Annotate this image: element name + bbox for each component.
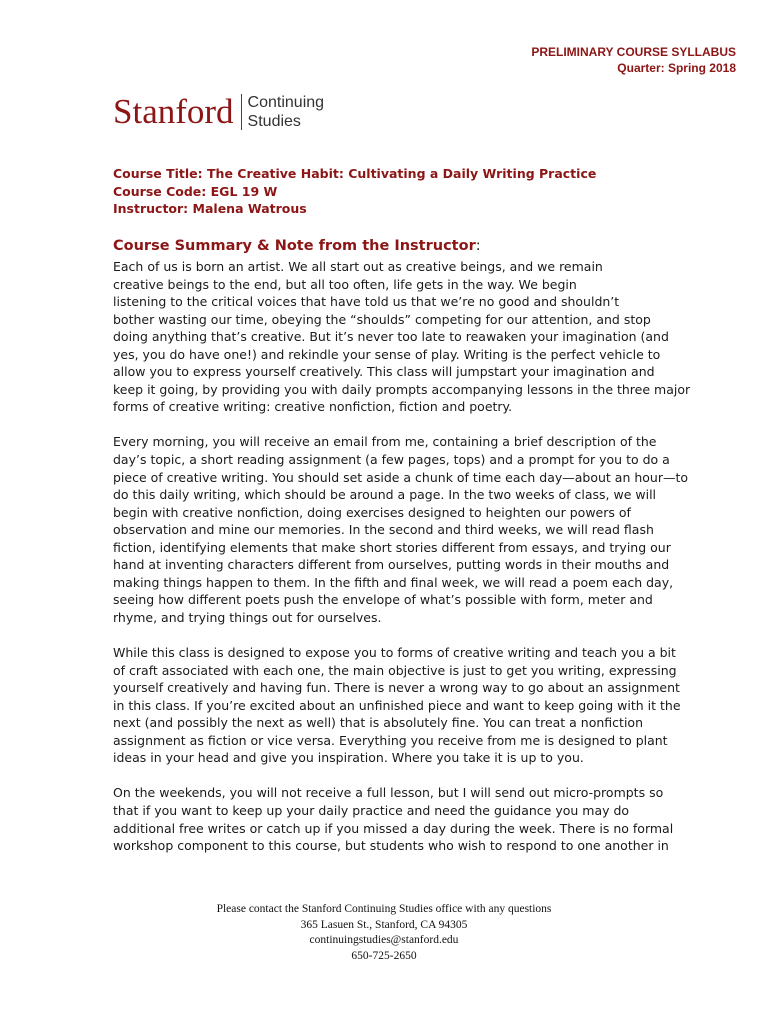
text-line: hand at inventing characters different from ourselves, putting words in their mouths and <box>113 557 670 573</box>
text-line: of craft associated with each one, the main objective is just to get you writing, expressing <box>113 662 677 678</box>
text-line: allow you to express yourself creatively. This class will jumpstart your imagination and <box>113 364 655 380</box>
course-title-value: The Creative Habit: Cultivating a Daily Writing Practice <box>207 166 597 181</box>
text-line: keep it going, by providing you with daily prompts accompanying lessons in the three major <box>113 381 691 397</box>
section-heading: Course Summary & Note from the Instructor: <box>113 238 481 254</box>
logo-subtitle-line2: Studies <box>247 113 301 130</box>
text-line: Each of us is born an artist. We all start out as creative beings, and we remain <box>113 259 603 274</box>
course-info <box>113 165 596 218</box>
paragraph <box>113 433 743 626</box>
text-line: workshop component to this course, but students who wish to respond to one another in <box>113 838 669 854</box>
text-line: observation and mine our memories. In the second and third weeks, we will read flash <box>113 522 654 538</box>
stanford-continuing-studies-logo <box>113 92 324 132</box>
course-code-value: EGL 19 W <box>210 183 278 199</box>
paragraph <box>113 258 743 416</box>
logo-wordmark: Stanford <box>113 92 234 131</box>
syllabus-label: PRELIMINARY COURSE SYLLABUS <box>531 45 736 59</box>
text-line: fiction, identifying elements that make short stories different from essays, and trying our <box>113 539 671 555</box>
quarter-label: Quarter: Spring 2018 <box>617 61 736 75</box>
footer-address: 365 Lasuen St., Stanford, CA 94305 <box>300 918 468 931</box>
logo-subtitle-line1: Continuing <box>247 94 325 111</box>
text-line: in this class. If you’re excited about an unfinished piece and want to keep going with it the <box>113 697 681 713</box>
text-line: do this daily writing, which should be around a page. In the two weeks of class, we will <box>113 487 657 503</box>
text-line: piece of creative writing. You should set aside a chunk of time each day—about an hour—to <box>113 469 689 485</box>
instructor-value: Malena Watrous <box>192 201 307 216</box>
course-title-row: Course Title: The Creative Habit: Cultivating a Daily Writing Practice <box>113 166 597 181</box>
summary-body <box>113 258 743 872</box>
footer-email: continuingstudies@stanford.edu <box>309 934 459 946</box>
text-line: yourself creatively and having fun. There is never a wrong way to go about an assignment <box>113 680 680 696</box>
text-line: While this class is designed to expose you to forms of creative writing and teach you a bit <box>113 645 676 661</box>
text-line: ideas in your head and give you inspiration. Where you take it is up to you. <box>113 750 584 766</box>
course-title-label: Course Title <box>113 166 198 181</box>
text-line: doing anything that’s creative. But it’s never too late to reawaken your imagination (and <box>113 329 669 345</box>
contact-footer <box>0 902 768 964</box>
instructor-row: Instructor: Malena Watrous <box>113 201 307 216</box>
paragraph <box>113 644 743 767</box>
text-line: bother wasting our time, obeying the “shoulds” competing for our attention, and stop <box>113 311 651 327</box>
text-line: listening to the critical voices that have told us that we’re no good and shouldn’t <box>113 294 620 310</box>
text-line: seeing how different poets push the envelope of what’s possible with form, meter and <box>113 592 653 608</box>
text-line: day’s topic, a short reading assignment (a few pages, tops) and a prompt for you to do a <box>113 452 670 468</box>
footer-phone: 650-725-2650 <box>351 949 417 962</box>
text-line: that if you want to keep up your daily practice and need the guidance you may do <box>113 802 630 818</box>
course-code-row: Course Code: EGL 19 W <box>113 183 278 199</box>
text-line: next (and possibly the next as well) that is absolutely fine. You can treat a nonfiction <box>113 715 643 731</box>
logo-divider <box>241 94 242 130</box>
text-line: creative beings to the end, but all too often, life gets in the way. We begin <box>113 276 577 292</box>
text-line: making things happen to them. In the fifth and final week, we will read a poem each day, <box>113 574 674 590</box>
section-heading-text: Course Summary & Note from the Instructor <box>113 238 476 254</box>
course-code-label: Course Code <box>113 183 202 199</box>
instructor-label: Instructor <box>113 201 184 216</box>
syllabus-header <box>531 44 736 76</box>
text-line: forms of creative writing: creative nonfiction, fiction and poetry. <box>113 399 513 415</box>
text-line: Every morning, you will receive an email from me, containing a brief description of the <box>113 434 657 450</box>
footer-contact-note: Please contact the Stanford Continuing Studies office with any questions <box>216 903 552 915</box>
logo-subtitle <box>248 93 325 131</box>
text-line: rhyme, and trying things out for ourselves. <box>113 609 382 625</box>
text-line: assignment as fiction or vice versa. Everything you receive from me is designed to plant <box>113 732 668 748</box>
text-line: yes, you do have one!) and rekindle your sense of play. Writing is the perfect vehicle to <box>113 346 661 362</box>
text-line: begin with creative nonfiction, doing exercises designed to heighten our powers of <box>113 504 631 520</box>
paragraph <box>113 784 743 854</box>
text-line: additional free writes or catch up if you missed a day during the week. There is no formal <box>113 820 674 836</box>
text-line: On the weekends, you will not receive a full lesson, but I will send out micro-prompts so <box>113 785 664 801</box>
